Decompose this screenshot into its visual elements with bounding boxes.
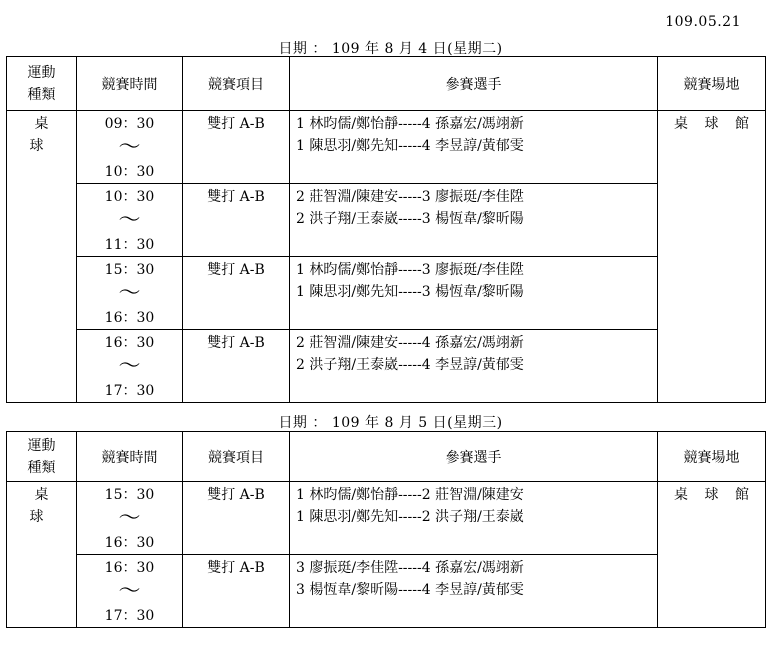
table-row xyxy=(7,111,766,184)
venue-cell: 桌 球 館 xyxy=(658,482,766,628)
sport-cell: 桌 球 xyxy=(7,111,77,403)
time-cell: 10：30 ～ 11：30 xyxy=(77,184,183,257)
players-cell: 2 莊智淵/陳建安-----4 孫嘉宏/馮翊新 2 洪子翔/王泰崴-----4 李昱諄/黃郁雯 xyxy=(290,330,658,403)
sport-cell: 桌 球 xyxy=(7,482,77,628)
header-time: 競賽時間 xyxy=(77,57,183,111)
time-cell: 15：30 ～ 16：30 xyxy=(77,482,183,555)
event-cell: 雙打 A-B xyxy=(183,330,290,403)
header-sport: 運動 種類 xyxy=(7,57,77,111)
header-venue: 競賽場地 xyxy=(658,432,766,482)
event-cell: 雙打 A-B xyxy=(183,257,290,330)
header-sport: 運動 種類 xyxy=(7,432,77,482)
header-event: 競賽項目 xyxy=(183,57,290,111)
venue-cell: 桌 球 館 xyxy=(658,111,766,403)
document-date: 109.05.21 xyxy=(665,14,741,30)
time-cell: 16：30 ～ 17：30 xyxy=(77,330,183,403)
table-row xyxy=(7,482,766,555)
header-event: 競賽項目 xyxy=(183,432,290,482)
header-row xyxy=(7,57,766,111)
players-cell: 2 莊智淵/陳建安-----3 廖振珽/李佳陞 2 洪子翔/王泰崴-----3 楊恆韋/黎昕陽 xyxy=(290,184,658,257)
players-cell: 1 林昀儒/鄭怡靜-----2 莊智淵/陳建安 1 陳思羽/鄭先知-----2 洪子翔/王泰崴 xyxy=(290,482,658,555)
event-cell: 雙打 A-B xyxy=(183,184,290,257)
schedule-table xyxy=(6,431,766,628)
header-players: 參賽選手 xyxy=(290,57,658,111)
header-time: 競賽時間 xyxy=(77,432,183,482)
header-row xyxy=(7,432,766,482)
session-date-title: 日期 ： 109 年 8 月 4 日(星期二) xyxy=(278,41,503,57)
players-cell: 3 廖振珽/李佳陞-----4 孫嘉宏/馮翊新 3 楊恆韋/黎昕陽-----4 李昱諄/黃郁雯 xyxy=(290,555,658,628)
header-venue: 競賽場地 xyxy=(658,57,766,111)
time-cell: 09：30 ～ 10：30 xyxy=(77,111,183,184)
event-cell: 雙打 A-B xyxy=(183,555,290,628)
table-row xyxy=(7,184,766,257)
schedule-table xyxy=(6,56,766,403)
time-cell: 15：30 ～ 16：30 xyxy=(77,257,183,330)
table-row xyxy=(7,555,766,628)
header-players: 參賽選手 xyxy=(290,432,658,482)
players-cell: 1 林昀儒/鄭怡靜-----3 廖振珽/李佳陞 1 陳思羽/鄭先知-----3 楊恆韋/黎昕陽 xyxy=(290,257,658,330)
session-date-title: 日期 ： 109 年 8 月 5 日(星期三) xyxy=(278,415,503,431)
table-row xyxy=(7,257,766,330)
time-cell: 16：30 ～ 17：30 xyxy=(77,555,183,628)
event-cell: 雙打 A-B xyxy=(183,111,290,184)
players-cell: 1 林昀儒/鄭怡靜-----4 孫嘉宏/馮翊新 1 陳思羽/鄭先知-----4 李昱諄/黃郁雯 xyxy=(290,111,658,184)
event-cell: 雙打 A-B xyxy=(183,482,290,555)
table-row xyxy=(7,330,766,403)
